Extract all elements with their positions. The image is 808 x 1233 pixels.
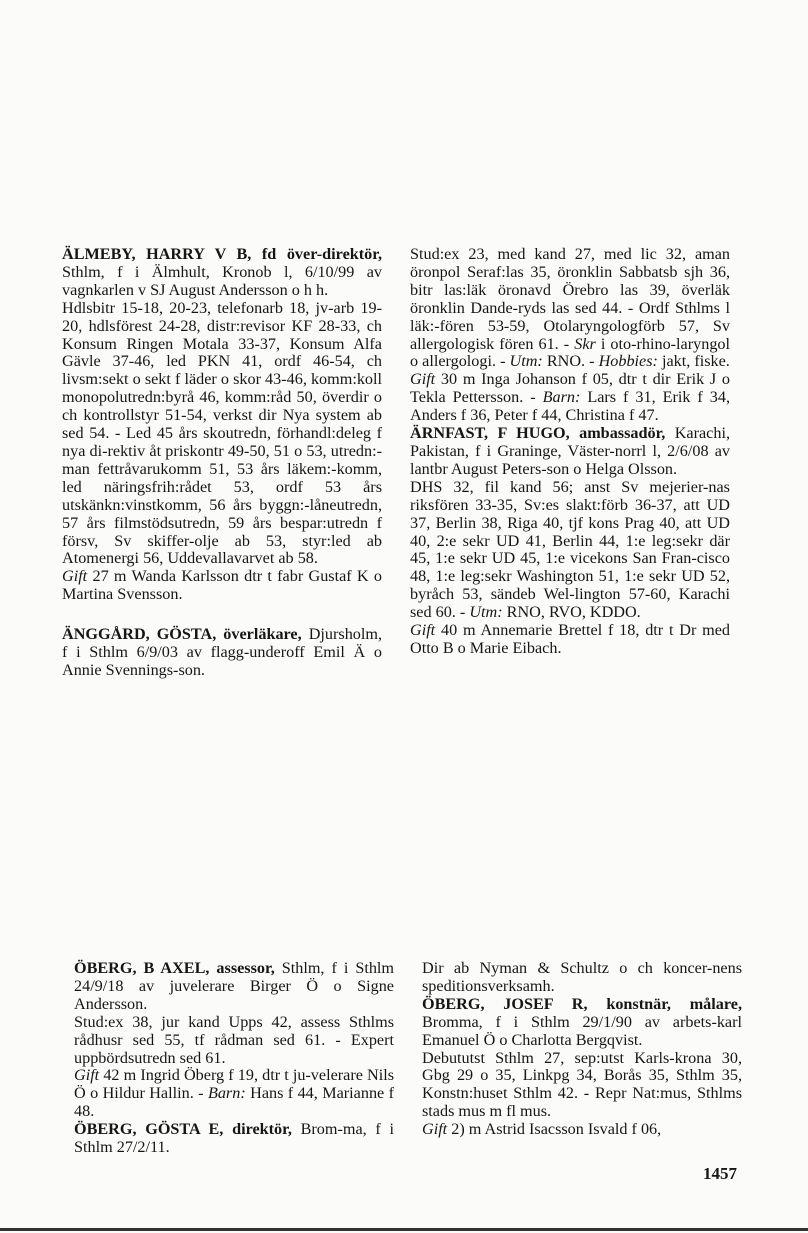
entry-career: DHS 32, fil kand 56; anst Sv mejerier-nas riksfören 33-35, Sv:es slakt:förb 36-37, att UD 37, Berlin 38, Riga 40, tjf kons Prag 40, att UD 40, 2:e sekr UD 41, Berlin 44, 1:e leg:sekr där 45, 1:e sekr UD 45, 1:e vicekons San Fran-cisco 48, 1:e leg:sekr Washington 51, 1:e sekr UD 52, byråch 53, sändeb Wel-lington 57-60, Karachi sed 60. - xyxy=(410,477,730,622)
entry-family-line xyxy=(410,622,730,658)
bottom-left-column xyxy=(74,960,394,1157)
entry-intro: Sthlm, f i Sthlm 24/9/18 av juvelerare Birger Ö o Signe Andersson. xyxy=(74,959,395,1013)
entry-intro: Djursholm, f i Sthlm 6/9/03 av flagg-underoff Emil Ä o Annie Svennings-son. xyxy=(62,625,383,679)
entry-name: ÖBERG, GÖSTA E, xyxy=(74,1120,224,1139)
entry-family: 30 m Inga Johanson f 05, dtr t dir Erik J o Tekla Pettersson. - xyxy=(410,370,730,407)
entry-intro: Brom-ma, f i Sthlm 27/2/11. xyxy=(74,1120,395,1157)
entry-career: Hdlsbitr 15-18, 20-23, telefonarb 18, jv-arb 19-20, hdlsförest 24-28, distr:revisor KF 28-33, ch Konsum Ringen Motala 33-37, Konsum Alfa Gävle 37-46, led PKN 41, ordf 46-54, ch livsm:sekt o sekt f läder o skor 43-46, komm:koll monopolutredn:byrå 46, komm:råd 50, överdir o ch kontrollstyr 51-54, verkst dir Nya system ab sed 54. - Led 45 års skoutredn, förhandl:deleg f nya di-rektiv åt priskontr 49-50, 51 o 53, utredn:-man fettråvarukomm 51, 53 års läkem:-komm, led näringsfrih:rådet 53, ordf 53 års utskänkn:vinstkomm, 56 års byggn:-låneutredn, 57 års filmstödsutredn, 59 års bespar:utredn f försv, Sv skiffer-olje ab 53, styr:led ab Atomenergi 56, Uddevallavarvet ab 58. xyxy=(62,298,382,568)
utm-text: RNO. - xyxy=(546,352,595,371)
barn-label: Barn: xyxy=(207,1084,246,1103)
skr-label: Skr xyxy=(574,334,596,353)
top-left-column xyxy=(62,246,382,680)
entry-title: överläkare, xyxy=(223,625,302,644)
top-right-column xyxy=(410,246,730,658)
gift-label: Gift xyxy=(62,567,88,586)
utm-label: Utm: xyxy=(469,603,503,622)
entry-family-line xyxy=(410,371,730,425)
entry-name: ÖBERG, B AXEL, xyxy=(74,959,210,977)
entry-career: Stud:ex 23, med kand 27, med lic 32, aman öronpol Seraf:las 35, öronklin Sabbatsb sjh 36, bitr las:läk öronavd Örebro las 39, överläk öronklin Dande-ryds las sed 44. - Ordf Sthlms l läk:-fören 53-59, Otolaryngologförb 57, Sv allergologisk fören 61. - xyxy=(410,245,730,353)
page-number: 1457 xyxy=(703,1164,737,1183)
entry-career-line xyxy=(410,479,730,622)
entry-family-line xyxy=(74,1067,394,1121)
entry-oberg-g xyxy=(74,1121,394,1157)
utm-text: RNO, RVO, KDDO. xyxy=(506,603,641,622)
barn-label: Barn: xyxy=(542,388,581,407)
entry-family: 2) m Astrid Isacsson Isvald f 06, xyxy=(451,1120,662,1139)
entry-oberg-g-continued: Dir ab Nyman & Schultz o ch koncer-nens speditionsverksamh. xyxy=(422,959,742,995)
entry-title: konstnär, målare, xyxy=(606,994,742,1013)
entry-anggard xyxy=(62,626,382,680)
entry-family: 42 m Ingrid Öberg f 19, dtr t ju-velerare Nils Ö o Hildur Hallin. - xyxy=(74,1066,395,1103)
entry-name: ÖBERG, JOSEF R, xyxy=(422,994,588,1013)
entry-intro: Sthlm, f i Älmhult, Kronob l, 6/10/99 av vagnkarlen v SJ August Andersson o h h. xyxy=(62,262,382,299)
entry-intro: Bromma, f i Sthlm 29/1/90 av arbets-karl Emanuel Ö o Charlotta Bergqvist. xyxy=(422,1012,742,1049)
utm-label: Utm: xyxy=(509,352,543,371)
entry-anggard-continued xyxy=(410,246,730,371)
bottom-right-column xyxy=(422,960,742,1139)
entry-name: ÄLMEBY, HARRY V B, xyxy=(62,245,252,263)
hobbies-label: Hobbies: xyxy=(598,352,658,371)
skr-text: i oto-rhino-laryngol o allergologi. - xyxy=(410,334,731,371)
gift-label: Gift xyxy=(410,370,436,389)
entry-family-line xyxy=(62,568,382,604)
bottom-rule xyxy=(0,1228,808,1231)
entry-oberg-j xyxy=(422,996,742,1050)
entry-title: ambassadör, xyxy=(579,424,666,443)
entry-almeby xyxy=(62,246,382,300)
entry-name: ÄRNFAST, F HUGO, xyxy=(410,424,570,443)
entry-oberg-b xyxy=(74,960,394,1014)
hobbies-text: jakt, fiske. xyxy=(661,352,730,371)
entry-arnfast xyxy=(410,425,730,479)
entry-title: assessor, xyxy=(216,959,275,977)
entry-family: 27 m Wanda Karlsson dtr t fabr Gustaf K o Martina Svensson. xyxy=(62,567,382,604)
gift-label: Gift xyxy=(410,621,436,640)
entry-name: ÄNGGÅRD, GÖSTA, xyxy=(62,625,217,644)
gift-label: Gift xyxy=(74,1066,100,1085)
entry-title: fd över-direktör, xyxy=(261,245,382,263)
gift-label: Gift xyxy=(422,1120,448,1139)
entry-title: direktör, xyxy=(232,1120,292,1139)
entry-family-line xyxy=(422,1121,742,1139)
entry-career: Stud:ex 38, jur kand Upps 42, assess Sthlms rådhusr sed 55, tf rådman sed 61. - Expert uppbördsutredn sed 61. xyxy=(74,1012,394,1067)
barn-text: Hans f 44, Marianne f 48. xyxy=(74,1084,395,1121)
entry-family: 40 m Annemarie Brettel f 18, dtr t Dr med Otto B o Marie Eibach. xyxy=(410,621,730,657)
barn-text: Lars f 31, Erik f 34, Anders f 36, Peter f 44, Christina f 47. xyxy=(410,388,731,425)
entry-intro: Karachi, Pakistan, f i Graninge, Väster-norrl l, 2/6/08 av lantbr August Peters-son o Helga Olsson. xyxy=(410,424,731,478)
entry-career: Debututst Sthlm 27, sep:utst Karls-krona 30, Gbg 29 o 35, Linkpg 34, Borås 35, Sthlm 35, Konstn:huset Sthlm 42. - Repr Nat:mus, Sthlms stads mus m fl mus. xyxy=(422,1048,742,1121)
